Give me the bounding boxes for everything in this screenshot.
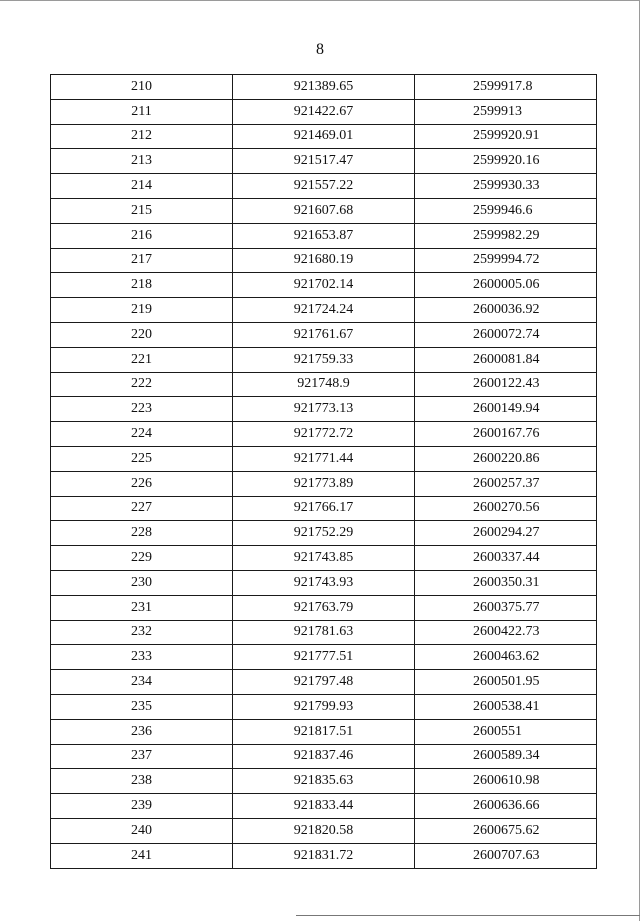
coordinate-table-body (51, 75, 597, 869)
x-coordinate-cell: 921831.72 (233, 843, 415, 868)
table-row (51, 198, 597, 223)
y-coordinate-cell: 2600675.62 (415, 818, 597, 843)
x-coordinate-cell: 921797.48 (233, 670, 415, 695)
x-coordinate-cell: 921748.9 (233, 372, 415, 397)
x-coordinate-cell: 921422.67 (233, 99, 415, 124)
x-coordinate-cell: 921799.93 (233, 694, 415, 719)
table-row (51, 124, 597, 149)
point-number-cell: 227 (51, 496, 233, 521)
point-number-cell: 237 (51, 744, 233, 769)
table-row (51, 248, 597, 273)
y-coordinate-cell: 2600501.95 (415, 670, 597, 695)
point-number-cell: 222 (51, 372, 233, 397)
y-coordinate-cell: 2599946.6 (415, 198, 597, 223)
table-row (51, 446, 597, 471)
table-row (51, 645, 597, 670)
table-row (51, 843, 597, 868)
table-row (51, 347, 597, 372)
table-row (51, 149, 597, 174)
scan-edge-top (0, 0, 640, 1)
x-coordinate-cell: 921777.51 (233, 645, 415, 670)
table-row (51, 769, 597, 794)
x-coordinate-cell: 921653.87 (233, 223, 415, 248)
y-coordinate-cell: 2600149.94 (415, 397, 597, 422)
table-row (51, 273, 597, 298)
y-coordinate-cell: 2600036.92 (415, 298, 597, 323)
point-number-cell: 218 (51, 273, 233, 298)
point-number-cell: 240 (51, 818, 233, 843)
x-coordinate-cell: 921773.89 (233, 471, 415, 496)
point-number-cell: 212 (51, 124, 233, 149)
point-number-cell: 226 (51, 471, 233, 496)
point-number-cell: 211 (51, 99, 233, 124)
point-number-cell: 228 (51, 521, 233, 546)
y-coordinate-cell: 2600422.73 (415, 620, 597, 645)
point-number-cell: 232 (51, 620, 233, 645)
y-coordinate-cell: 2600375.77 (415, 595, 597, 620)
y-coordinate-cell: 2600072.74 (415, 322, 597, 347)
x-coordinate-cell: 921817.51 (233, 719, 415, 744)
y-coordinate-cell: 2599920.91 (415, 124, 597, 149)
point-number-cell: 221 (51, 347, 233, 372)
x-coordinate-cell: 921781.63 (233, 620, 415, 645)
point-number-cell: 234 (51, 670, 233, 695)
y-coordinate-cell: 2599982.29 (415, 223, 597, 248)
table-row (51, 719, 597, 744)
point-number-cell: 214 (51, 174, 233, 199)
y-coordinate-cell: 2600337.44 (415, 546, 597, 571)
x-coordinate-cell: 921743.93 (233, 570, 415, 595)
point-number-cell: 239 (51, 794, 233, 819)
table-row (51, 99, 597, 124)
point-number-cell: 215 (51, 198, 233, 223)
point-number-cell: 238 (51, 769, 233, 794)
y-coordinate-cell: 2600589.34 (415, 744, 597, 769)
y-coordinate-cell: 2600005.06 (415, 273, 597, 298)
x-coordinate-cell: 921772.72 (233, 422, 415, 447)
table-row (51, 546, 597, 571)
table-row (51, 372, 597, 397)
x-coordinate-cell: 921557.22 (233, 174, 415, 199)
y-coordinate-cell: 2600636.66 (415, 794, 597, 819)
point-number-cell: 210 (51, 75, 233, 100)
table-row (51, 298, 597, 323)
point-number-cell: 223 (51, 397, 233, 422)
point-number-cell: 213 (51, 149, 233, 174)
y-coordinate-cell: 2600257.37 (415, 471, 597, 496)
y-coordinate-cell: 2600538.41 (415, 694, 597, 719)
y-coordinate-cell: 2599917.8 (415, 75, 597, 100)
point-number-cell: 224 (51, 422, 233, 447)
point-number-cell: 225 (51, 446, 233, 471)
y-coordinate-cell: 2600707.63 (415, 843, 597, 868)
x-coordinate-cell: 921702.14 (233, 273, 415, 298)
point-number-cell: 231 (51, 595, 233, 620)
x-coordinate-cell: 921833.44 (233, 794, 415, 819)
page-number: 8 (316, 41, 324, 58)
y-coordinate-cell: 2599920.16 (415, 149, 597, 174)
x-coordinate-cell: 921835.63 (233, 769, 415, 794)
x-coordinate-cell: 921771.44 (233, 446, 415, 471)
point-number-cell: 233 (51, 645, 233, 670)
y-coordinate-cell: 2600551 (415, 719, 597, 744)
x-coordinate-cell: 921469.01 (233, 124, 415, 149)
y-coordinate-cell: 2600270.56 (415, 496, 597, 521)
table-row (51, 670, 597, 695)
table-row (51, 422, 597, 447)
y-coordinate-cell: 2599994.72 (415, 248, 597, 273)
x-coordinate-cell: 921761.67 (233, 322, 415, 347)
y-coordinate-cell: 2600294.27 (415, 521, 597, 546)
y-coordinate-cell: 2599930.33 (415, 174, 597, 199)
y-coordinate-cell: 2599913 (415, 99, 597, 124)
x-coordinate-cell: 921763.79 (233, 595, 415, 620)
table-row (51, 794, 597, 819)
x-coordinate-cell: 921607.68 (233, 198, 415, 223)
table-row (51, 397, 597, 422)
x-coordinate-cell: 921837.46 (233, 744, 415, 769)
point-number-cell: 230 (51, 570, 233, 595)
y-coordinate-cell: 2600350.31 (415, 570, 597, 595)
y-coordinate-cell: 2600081.84 (415, 347, 597, 372)
y-coordinate-cell: 2600610.98 (415, 769, 597, 794)
point-number-cell: 217 (51, 248, 233, 273)
table-row (51, 223, 597, 248)
point-number-cell: 216 (51, 223, 233, 248)
table-row (51, 322, 597, 347)
table-row (51, 496, 597, 521)
x-coordinate-cell: 921759.33 (233, 347, 415, 372)
point-number-cell: 235 (51, 694, 233, 719)
x-coordinate-cell: 921752.29 (233, 521, 415, 546)
x-coordinate-cell: 921743.85 (233, 546, 415, 571)
table-row (51, 595, 597, 620)
y-coordinate-cell: 2600220.86 (415, 446, 597, 471)
y-coordinate-cell: 2600122.43 (415, 372, 597, 397)
y-coordinate-cell: 2600463.62 (415, 645, 597, 670)
x-coordinate-cell: 921820.58 (233, 818, 415, 843)
point-number-cell: 229 (51, 546, 233, 571)
x-coordinate-cell: 921724.24 (233, 298, 415, 323)
table-row (51, 521, 597, 546)
y-coordinate-cell: 2600167.76 (415, 422, 597, 447)
coordinate-table (50, 74, 597, 869)
x-coordinate-cell: 921389.65 (233, 75, 415, 100)
x-coordinate-cell: 921766.17 (233, 496, 415, 521)
x-coordinate-cell: 921773.13 (233, 397, 415, 422)
table-row (51, 570, 597, 595)
table-row (51, 818, 597, 843)
table-row (51, 471, 597, 496)
table-row (51, 75, 597, 100)
scan-edge-bottom (296, 915, 640, 916)
point-number-cell: 241 (51, 843, 233, 868)
table-row (51, 174, 597, 199)
x-coordinate-cell: 921517.47 (233, 149, 415, 174)
point-number-cell: 220 (51, 322, 233, 347)
table-row (51, 620, 597, 645)
table-row (51, 694, 597, 719)
point-number-cell: 236 (51, 719, 233, 744)
x-coordinate-cell: 921680.19 (233, 248, 415, 273)
point-number-cell: 219 (51, 298, 233, 323)
table-row (51, 744, 597, 769)
